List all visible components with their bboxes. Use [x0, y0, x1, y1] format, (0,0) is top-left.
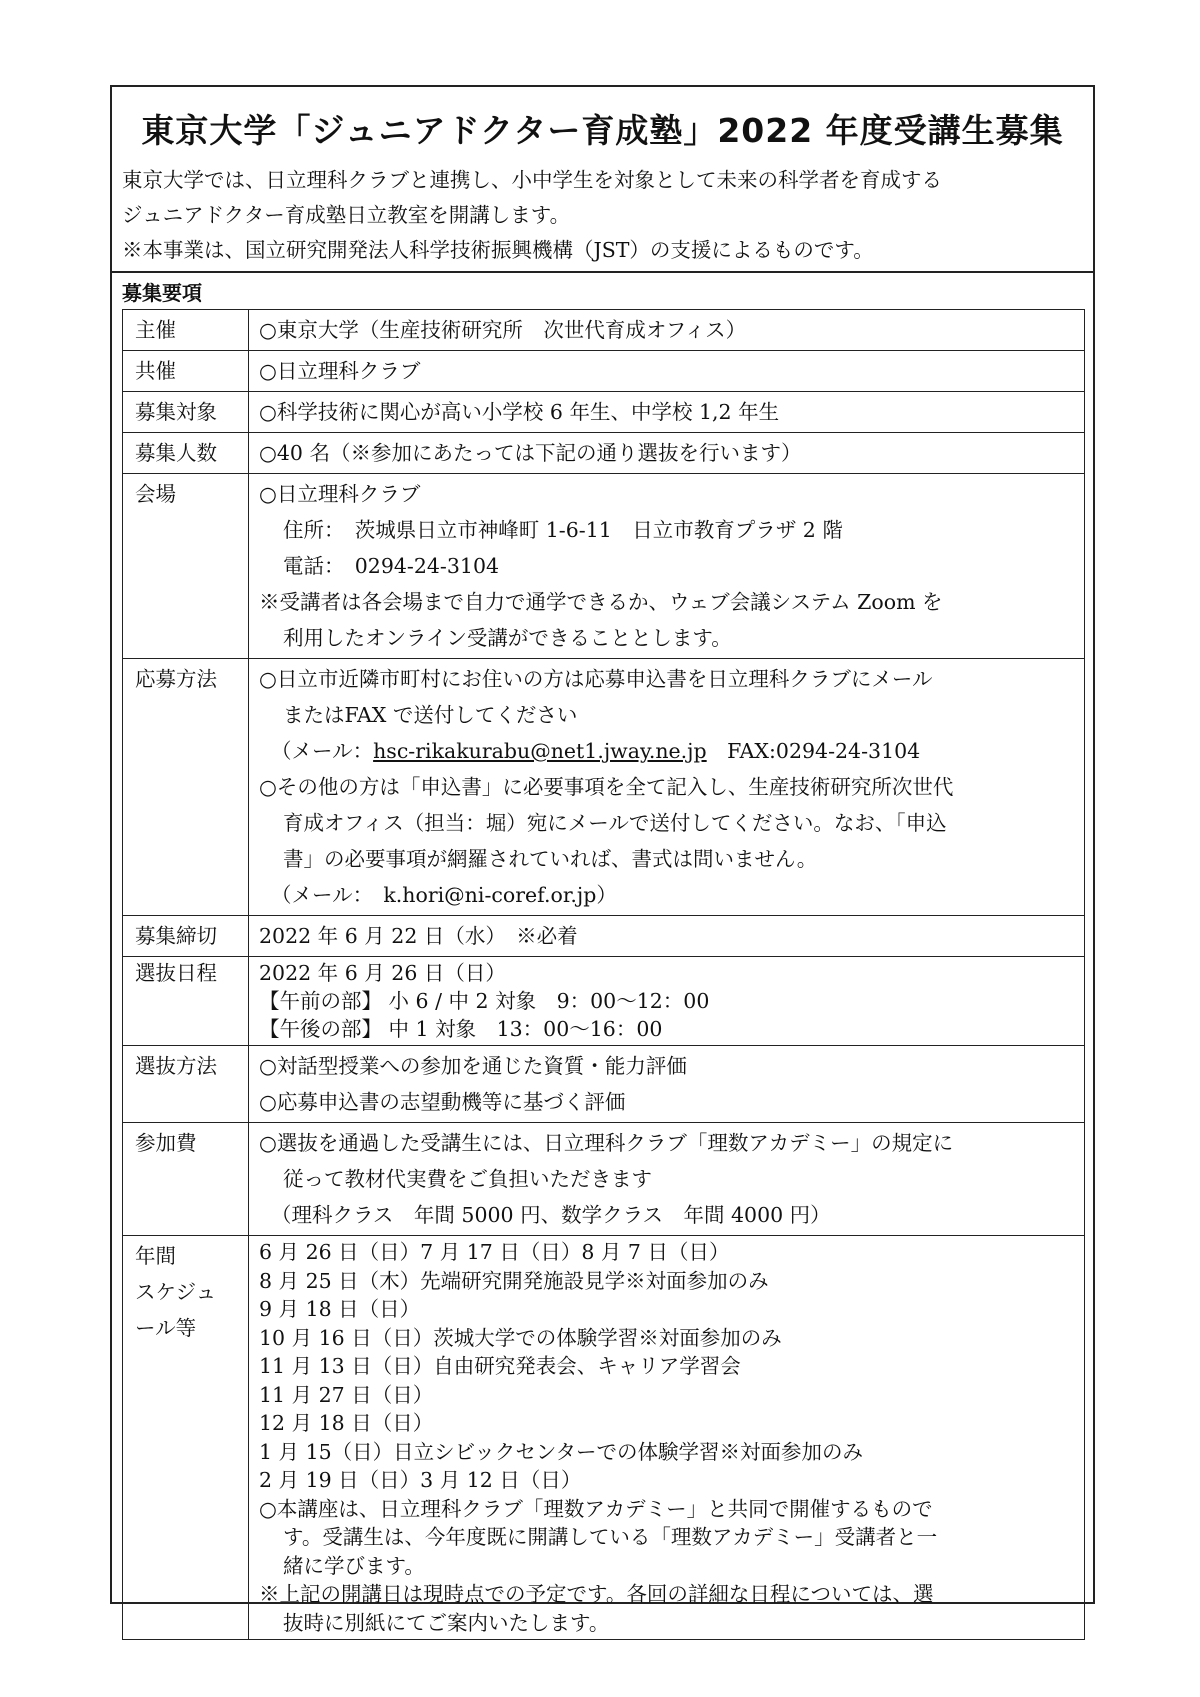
row-label-line: スケジュ	[135, 1280, 217, 1304]
venue-line: 電話： 0294-24-3104	[283, 554, 500, 578]
intro-line: ※本事業は、国立研究開発法人科学技術振興機構（JST）の支援によるものです。	[122, 238, 874, 262]
row-label	[123, 1236, 249, 1640]
intro-line: 東京大学では、日立理科クラブと連携し、小中学生を対象として未来の科学者を育成する	[122, 168, 942, 192]
row-label: 応募方法	[123, 659, 249, 916]
method-line: ○対話型授業への参加を通じた資質・能力評価	[259, 1054, 687, 1078]
requirements-table	[122, 309, 1085, 1640]
email-link[interactable]: hsc-rikakurabu@net1.jway.ne.jp	[373, 739, 707, 763]
table-row	[123, 351, 1085, 392]
row-label: 参加費	[123, 1123, 249, 1236]
selection-line: 【午前の部】 小 6 / 中 2 対象 9：00～12：00	[259, 989, 710, 1013]
schedule-line: 9 月 18 日（日）	[259, 1297, 421, 1321]
row-label-line: 年間	[135, 1244, 176, 1268]
table-row	[123, 916, 1085, 957]
apply-line: ○その他の方は「申込書」に必要事項を全て記入し、生産技術研究所次世代	[259, 775, 954, 799]
venue-line: 住所： 茨城県日立市神峰町 1-6-11 日立市教育プラザ 2 階	[283, 518, 843, 542]
row-value: ○東京大学（生産技術研究所 次世代育成オフィス）	[249, 310, 1085, 351]
apply-mail-prefix: （メール：	[271, 739, 374, 763]
row-value	[249, 1123, 1085, 1236]
venue-line: ○日立理科クラブ	[259, 482, 421, 506]
row-label-line: ール等	[135, 1316, 197, 1340]
fee-line: ○選抜を通過した受講生には、日立理科クラブ「理数アカデミー」の規定に	[259, 1131, 954, 1155]
fax-number: FAX:0294-24-3104	[706, 739, 921, 763]
row-label: 募集締切	[123, 916, 249, 957]
apply-line: 育成オフィス（担当：堀）宛にメールで送付してください。なお、「申込	[283, 811, 947, 835]
apply-line: またはFAX で送付してください	[283, 703, 578, 727]
table-row	[123, 659, 1085, 916]
row-value: ○40 名（※参加にあたっては下記の通り選抜を行います）	[249, 433, 1085, 474]
row-label: 共催	[123, 351, 249, 392]
schedule-line: 10 月 16 日（日）茨城大学での体験学習※対面参加のみ	[259, 1325, 782, 1350]
row-value: ○科学技術に関心が高い小学校 6 年生、中学校 1,2 年生	[249, 392, 1085, 433]
apply-line: （メール： k.hori@ni-coref.or.jp）	[271, 883, 617, 907]
table-row	[123, 957, 1085, 1046]
intro-text	[122, 163, 1087, 268]
row-label: 主催	[123, 310, 249, 351]
row-label: 募集対象	[123, 392, 249, 433]
section-title: 募集要項	[122, 281, 202, 305]
selection-line: 【午後の部】 中 1 対象 13：00～16：00	[259, 1017, 663, 1041]
schedule-line: 1 月 15（日）日立シビックセンターでの体験学習※対面参加のみ	[259, 1439, 864, 1464]
row-value	[249, 659, 1085, 916]
row-value: 2022 年 6 月 22 日（水） ※必着	[249, 916, 1085, 957]
row-label: 募集人数	[123, 433, 249, 474]
schedule-line: 6 月 26 日（日）7 月 17 日（日）8 月 7 日（日）	[259, 1240, 730, 1264]
schedule-line: 8 月 25 日（木）先端研究開発施設見学※対面参加のみ	[259, 1268, 769, 1293]
row-label: 選抜日程	[123, 957, 249, 1046]
schedule-line: 11 月 27 日（日）	[259, 1382, 434, 1407]
schedule-note: ○本講座は、日立理科クラブ「理数アカデミー」と共同で開催するもので	[259, 1496, 933, 1521]
table-row	[123, 433, 1085, 474]
row-label: 選抜方法	[123, 1046, 249, 1123]
divider	[112, 271, 1093, 273]
schedule-line: 2 月 19 日（日）3 月 12 日（日）	[259, 1468, 582, 1492]
table-row	[123, 392, 1085, 433]
schedule-note: ※上記の開講日は現時点での予定です。各回の詳細な日程については、選	[259, 1582, 934, 1606]
table-row	[123, 1123, 1085, 1236]
schedule-note: す。受講生は、今年度既に開講している「理数アカデミー」受講者と一	[283, 1525, 938, 1549]
fee-line: 従って教材代実費をご負担いただきます	[283, 1167, 652, 1191]
table-row	[123, 1046, 1085, 1123]
intro-line: ジュニアドクター育成塾日立教室を開講します。	[122, 203, 571, 227]
table-row	[123, 474, 1085, 659]
schedule-note: 抜時に別紙にてご案内いたします。	[283, 1610, 610, 1635]
table-row	[123, 1236, 1085, 1640]
method-line: ○応募申込書の志望動機等に基づく評価	[259, 1090, 626, 1114]
fee-line: （理科クラス 年間 5000 円、数学クラス 年間 4000 円）	[271, 1203, 831, 1227]
row-value	[249, 474, 1085, 659]
schedule-note: 緒に学びます。	[283, 1553, 425, 1578]
page-title: 東京大学「ジュニアドクター育成塾」2022 年度受講生募集	[141, 111, 1064, 150]
table-row	[123, 310, 1085, 351]
row-value	[249, 957, 1085, 1046]
venue-line: 利用したオンライン受講ができることとします。	[283, 626, 732, 650]
row-value	[249, 1046, 1085, 1123]
schedule-line: 12 月 18 日（日）	[259, 1411, 434, 1435]
selection-line: 2022 年 6 月 26 日（日）	[259, 961, 506, 985]
recruitment-document	[110, 85, 1095, 1635]
row-value: ○日立理科クラブ	[249, 351, 1085, 392]
apply-line: 書」の必要事項が網羅されていれば、書式は問いません。	[283, 847, 818, 871]
schedule-line: 11 月 13 日（日）自由研究発表会、キャリア学習会	[259, 1354, 741, 1378]
row-value	[249, 1236, 1085, 1640]
row-label: 会場	[123, 474, 249, 659]
apply-line: ○日立市近隣市町村にお住いの方は応募申込書を日立理科クラブにメール	[259, 667, 933, 691]
apply-mail-line	[259, 733, 1076, 769]
venue-line: ※受講者は各会場まで自力で通学できるか、ウェブ会議システム Zoom を	[259, 590, 943, 614]
